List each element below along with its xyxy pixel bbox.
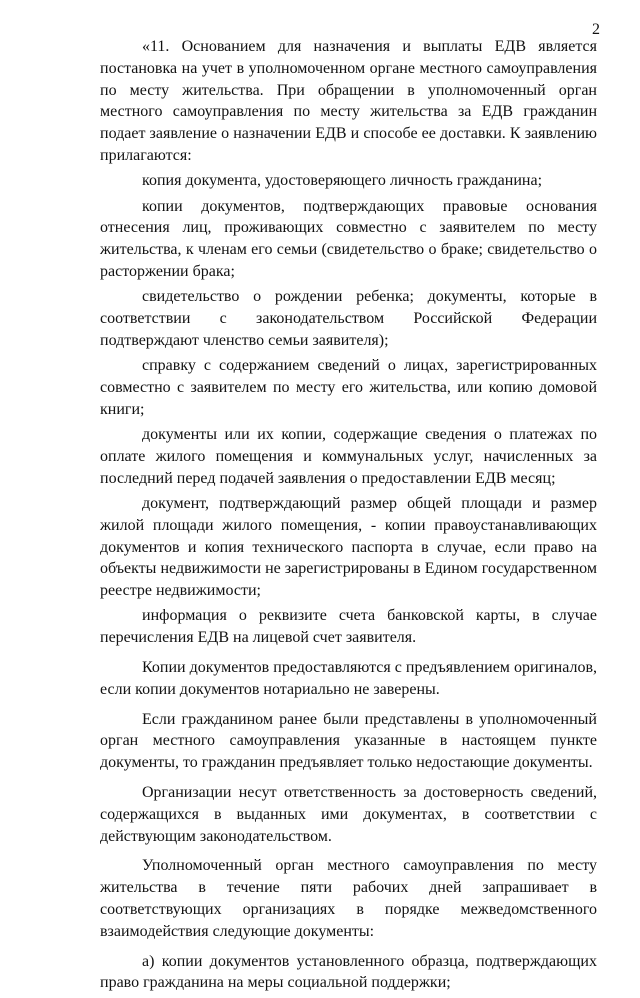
paragraph-birth-certificate: свидетельство о рождении ребенка; документы, которые в соответствии с законодательством Российской Федерации подтверждают членство семьи заявителя); xyxy=(100,288,597,349)
paragraph-organizations-responsibility: Организации несут ответственность за достоверность сведений, содержащихся в выданных ими документах, в соответствии с действующим законодательством. xyxy=(100,784,597,845)
paragraph-item-a: а) копии документов установленного образца, подтверждающих право гражданина на меры социальной поддержки; xyxy=(100,952,597,992)
paragraph-previously-submitted: Если гражданином ранее были представлены в уполномоченный орган местного самоуправления указанные в настоящем пункте документы, то гражданин предъявляет только недостающие документы. xyxy=(100,710,597,772)
paragraph-payment-documents: документы или их копии, содержащие сведения о платежах по оплате жилого помещения и коммунальных услуг, начисленных за последний перед подачей заявления о предоставлении ЕДВ месяц; xyxy=(100,426,597,487)
paragraph-copies-originals: Копии документов предоставляются с предъявлением оригиналов, если копии документов нотариально не заверены. xyxy=(100,659,597,698)
paragraph-bank-card: информация о реквизите счета банковской карты, в случае перечисления ЕДВ на лицевой счет заявителя. xyxy=(100,607,597,647)
page-number: 2 xyxy=(592,21,600,38)
paragraph-registration-certificate: справку с содержанием сведений о лицах, зарегистрированных совместно с заявителем по месту его жительства, или копию домовой книги; xyxy=(100,357,597,418)
document-body xyxy=(100,36,597,998)
paragraph-interagency-request: Уполномоченный орган местного самоуправления по месту жительства в течение пяти рабочих дней запрашивает в соответствующих организациях в порядке межведомственного взаимодействия следующие документы: xyxy=(100,857,597,940)
paragraph-family-documents: копии документов, подтверждающих правовые основания отнесения лиц, проживающих совместно с заявителем по месту жительства, к членам его семьи (свидетельство о браке; свидетельство о расторжении брака; xyxy=(100,197,597,280)
paragraph-area-documents: документ, подтверждающий размер общей площади и размер жилой площади жилого помещения, - копии правоустанавливающих документов и копия технического паспорта в случае, если право на объекты недвижимости не зарегистрированы в Едином государственном реестре недвижимости; xyxy=(100,494,597,600)
paragraph-identity-copy: копия документа, удостоверяющего личность гражданина; xyxy=(142,172,543,190)
paragraph-item-11-basis: «11. Основанием для назначения и выплаты ЕДВ является постановка на учет в уполномоченном органе местного самоуправления по месту жительства. При обращении в уполномоченный орган местного самоуправления по месту жительства за ЕДВ гражданин подает заявление о назначении ЕДВ и способе ее доставки. К заявлению прилагаются: xyxy=(100,38,597,164)
